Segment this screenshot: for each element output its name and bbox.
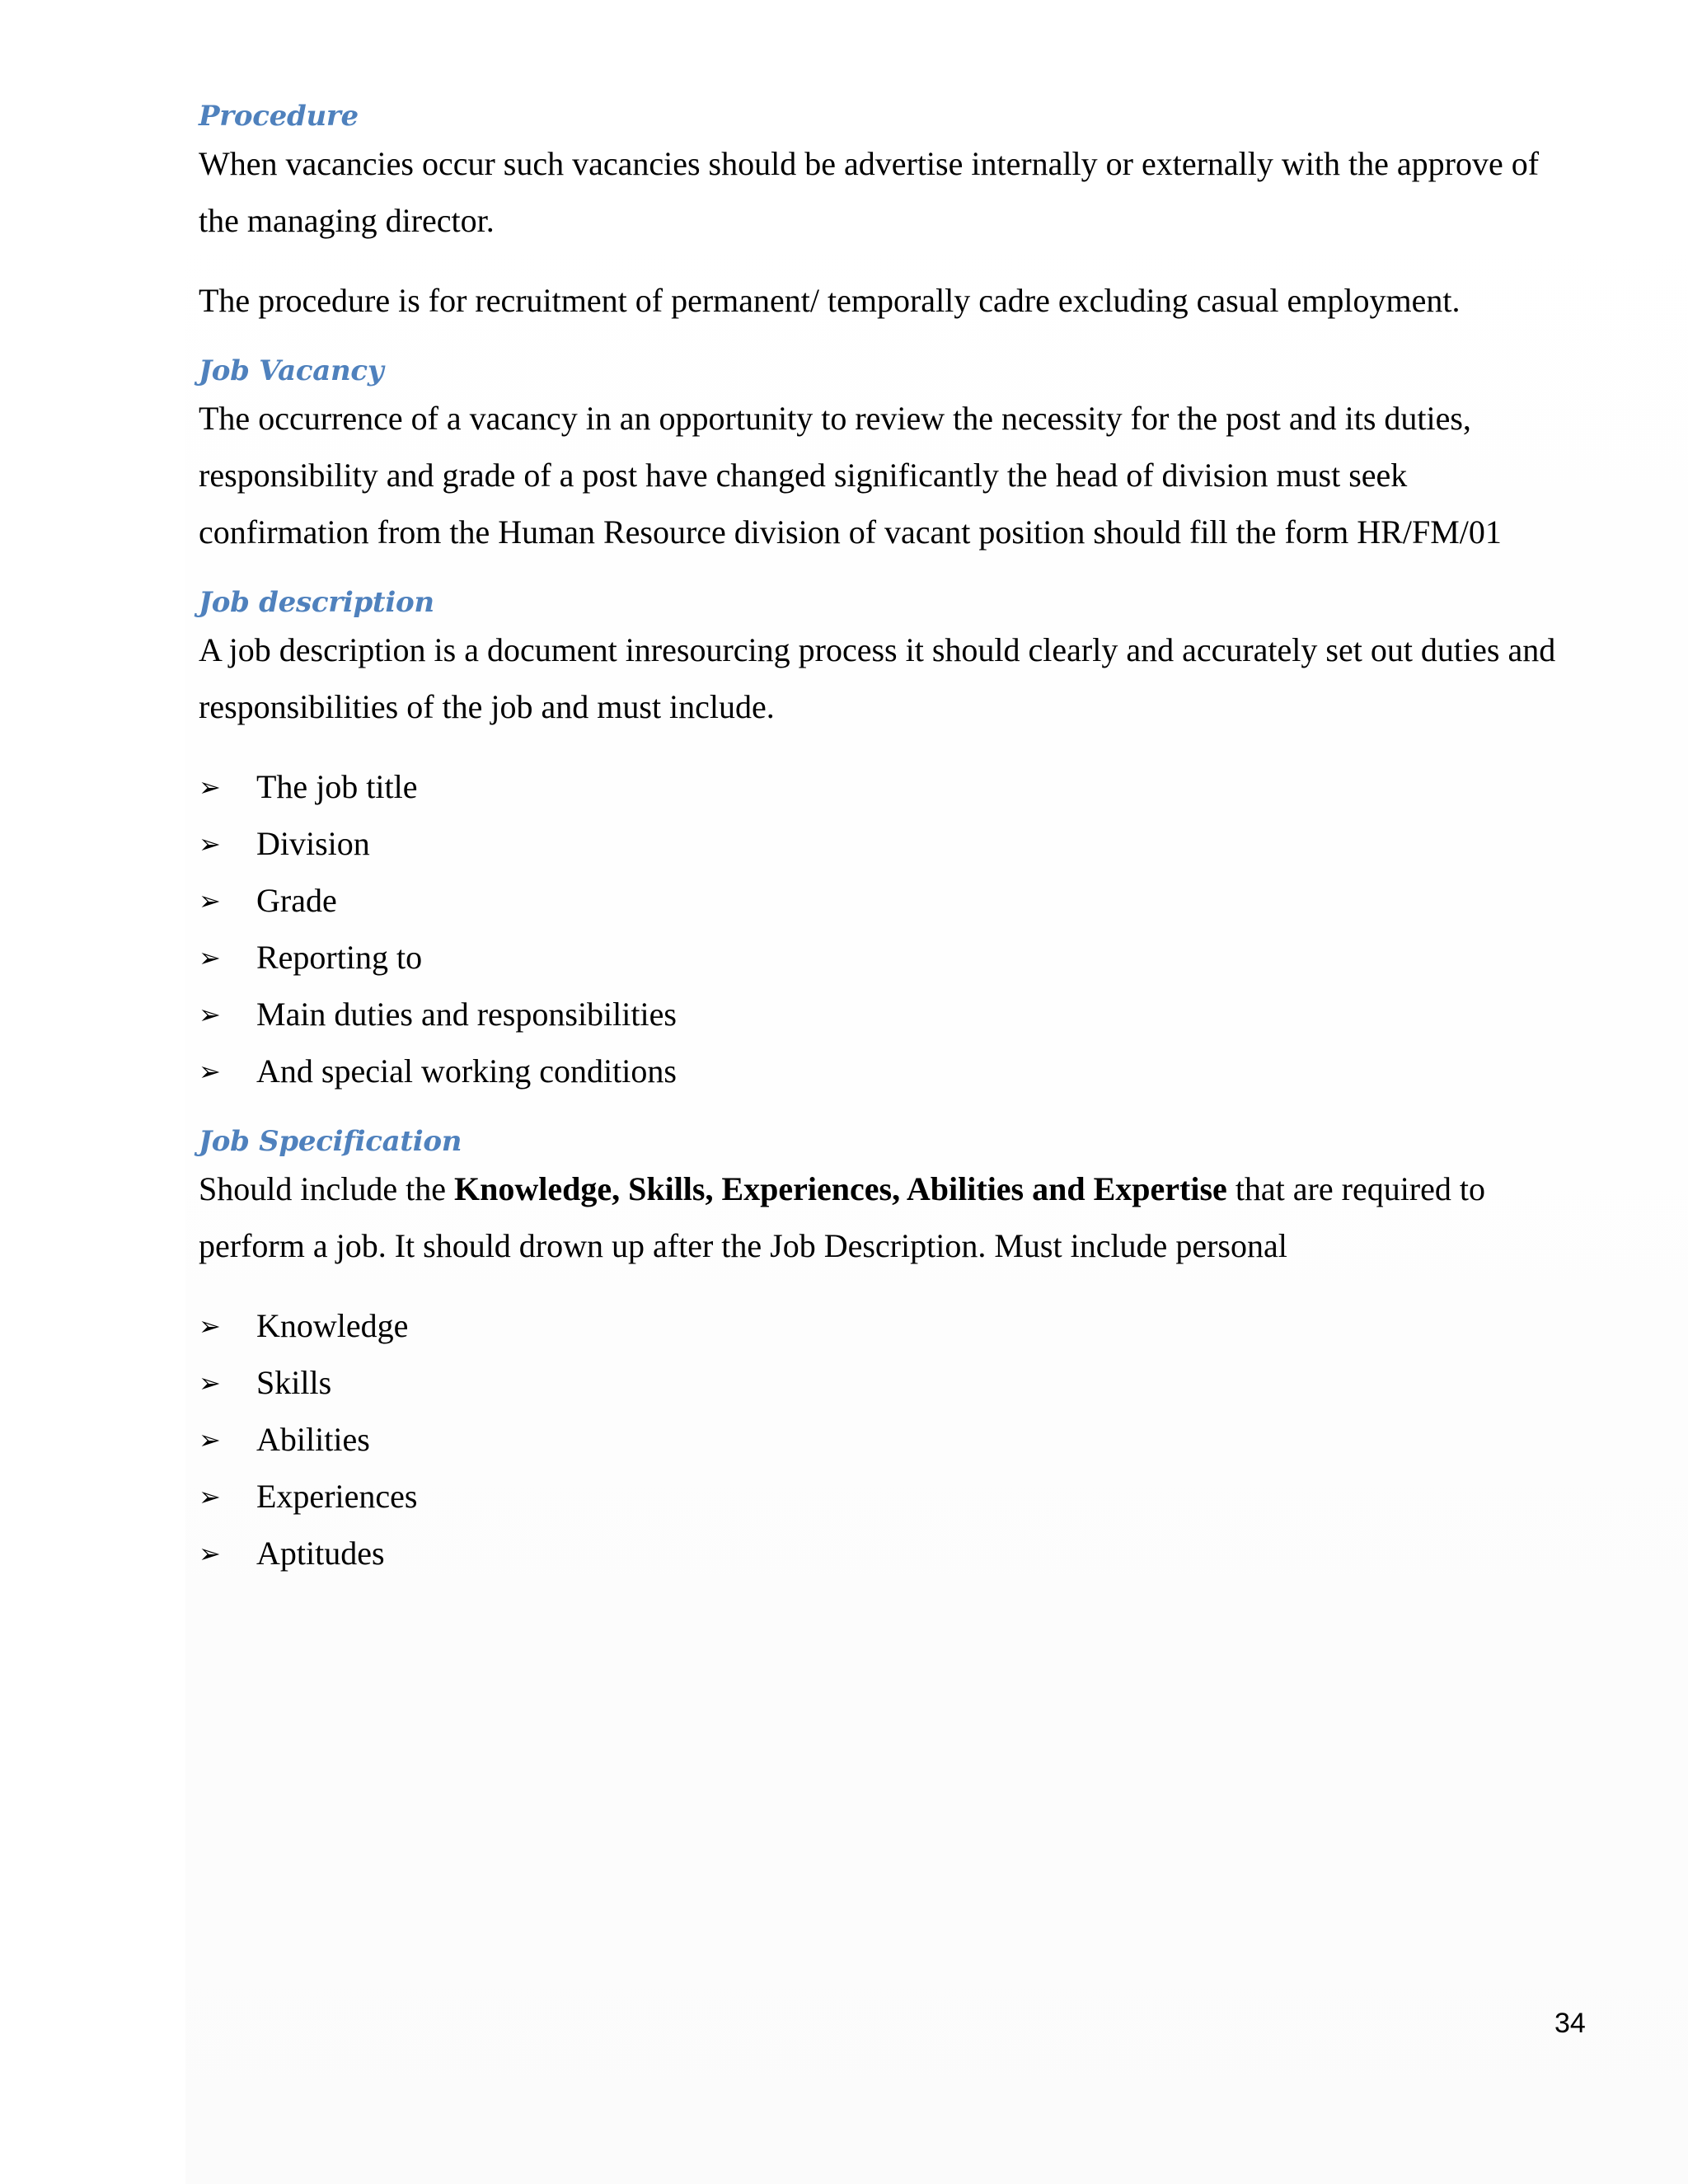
- arrow-bullet-icon: ➢: [199, 1423, 221, 1455]
- para-suffix: that are required to perform a job. It should drown up after the Job Description. Must include personal: [199, 1170, 1485, 1264]
- job-vacancy-heading: Job Vacancy: [199, 354, 384, 387]
- job-specification-heading: Job Specification: [199, 1125, 462, 1158]
- job-description-heading: Job description: [199, 586, 434, 619]
- list-item: [199, 1354, 1583, 1411]
- procedure-heading: Procedure: [199, 100, 359, 133]
- list-item-text: Reporting to: [256, 939, 423, 976]
- list-item-text: Division: [256, 825, 370, 862]
- job-specification-list: [199, 1297, 1583, 1582]
- arrow-bullet-icon: ➢: [199, 1480, 221, 1512]
- arrow-bullet-icon: ➢: [199, 827, 221, 860]
- procedure-paragraph-1: When vacancies occur such vacancies should be advertise internally or externally with the approve of the managing director.: [199, 145, 1540, 239]
- list-item-text: The job title: [256, 768, 418, 805]
- list-item: [199, 1525, 1583, 1582]
- list-item-text: And special working conditions: [256, 1052, 677, 1090]
- arrow-bullet-icon: ➢: [199, 1055, 221, 1087]
- list-item-text: Experiences: [256, 1478, 418, 1515]
- list-item-text: Grade: [256, 882, 337, 919]
- arrow-bullet-icon: ➢: [199, 1310, 221, 1342]
- list-item: [199, 929, 1583, 986]
- list-item: [199, 872, 1583, 929]
- arrow-bullet-icon: ➢: [199, 1537, 221, 1569]
- job-description-list: [199, 758, 1583, 1099]
- list-item-text: Abilities: [256, 1421, 370, 1458]
- list-item-text: Skills: [256, 1364, 332, 1401]
- job-vacancy-paragraph: The occurrence of a vacancy in an opportunity to review the necessity for the post and its duties, responsibility and grade of a post have changed significantly the head of division must seek confirmation from the Human Resource division of vacant position should fill the form HR/FM/01: [199, 400, 1502, 551]
- page-number: 34: [1554, 2008, 1586, 2039]
- list-item: [199, 1411, 1583, 1468]
- arrow-bullet-icon: ➢: [199, 884, 221, 916]
- procedure-paragraph-2: The procedure is for recruitment of permanent/ temporally cadre excluding casual employment.: [199, 282, 1461, 319]
- para-bold-terms: Knowledge, Skills, Experiences, Abilities and Expertise: [453, 1170, 1227, 1207]
- arrow-bullet-icon: ➢: [199, 1366, 221, 1399]
- list-item: [199, 815, 1583, 872]
- list-item: [199, 1297, 1583, 1354]
- page-content: [199, 97, 1583, 1582]
- job-specification-paragraph: [199, 1160, 1583, 1274]
- list-item: [199, 1468, 1583, 1525]
- list-item: [199, 1043, 1583, 1099]
- list-item-text: Aptitudes: [256, 1535, 385, 1572]
- list-item: [199, 986, 1583, 1043]
- job-description-paragraph: A job description is a document inresourcing process it should clearly and accurately set out duties and responsibilities of the job and must include.: [199, 631, 1556, 725]
- arrow-bullet-icon: ➢: [199, 771, 221, 803]
- list-item-text: Main duties and responsibilities: [256, 996, 677, 1033]
- list-item: [199, 758, 1583, 815]
- list-item-text: Knowledge: [256, 1307, 409, 1344]
- arrow-bullet-icon: ➢: [199, 998, 221, 1030]
- para-prefix: Should include the: [199, 1170, 454, 1207]
- arrow-bullet-icon: ➢: [199, 941, 221, 973]
